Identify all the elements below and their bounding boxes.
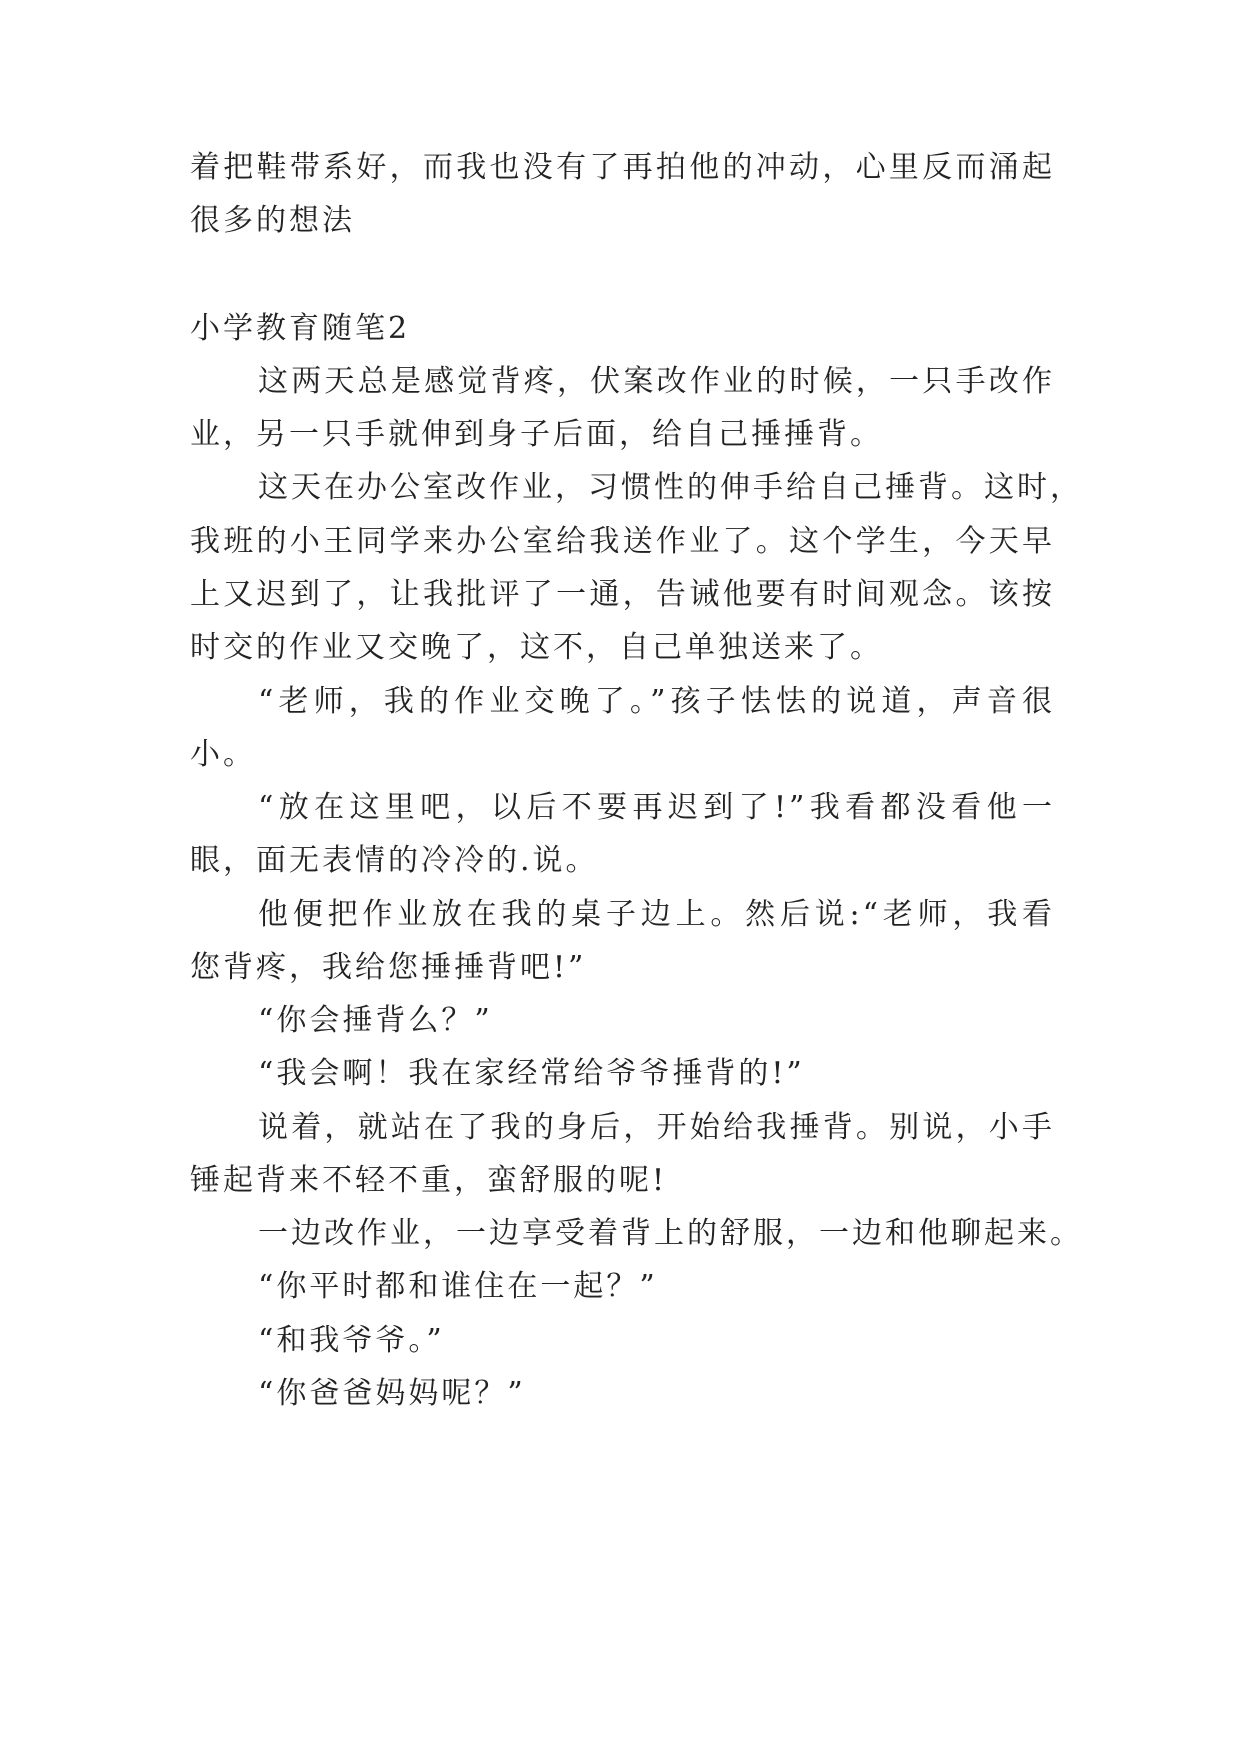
paragraph-line: 小。 [190, 737, 256, 772]
paragraph-line: 他便把作业放在我的桌子边上。然后说:“老师，我看 [258, 897, 1055, 932]
paragraph-line: 您背疼，我给您捶捶背吧!” [190, 950, 587, 985]
paragraph-line: 一边改作业，一边享受着背上的舒服，一边和他聊起来。 [258, 1216, 1083, 1251]
paragraph-line: “你会捶背么？” [258, 1003, 493, 1038]
paragraph-line: 这两天总是感觉背疼，伏案改作业的时候，一只手改作 [258, 364, 1055, 399]
paragraph-line: 说着，就站在了我的身后，开始给我捶背。别说，小手 [258, 1110, 1055, 1145]
paragraph-line: “老师，我的作业交晚了。”孩子怯怯的说道，声音很 [258, 684, 1055, 719]
paragraph-line: 我班的小王同学来办公室给我送作业了。这个学生，今天早 [190, 524, 1055, 559]
paragraph-line: “和我爷爷。” [258, 1323, 445, 1358]
paragraph-line: 时交的作业又交晚了，这不，自己单独送来了。 [190, 630, 883, 665]
paragraph-line: “你平时都和谁住在一起？” [258, 1269, 658, 1304]
paragraph-line: “放在这里吧，以后不要再迟到了!”我看都没看他一 [258, 790, 1055, 825]
paragraph-line: 上又迟到了，让我批评了一通，告诫他要有时间观念。该按 [190, 577, 1055, 612]
paragraph-line: 业，另一只手就伸到身子后面，给自己捶捶背。 [190, 417, 883, 452]
paragraph-line: 很多的想法 [190, 203, 355, 238]
paragraph-line: 锤起背来不轻不重，蛮舒服的呢! [190, 1163, 668, 1198]
paragraph-line: 眼，面无表情的冷冷的.说。 [190, 843, 599, 878]
paragraph-line: 着把鞋带系好，而我也没有了再拍他的冲动，心里反而涌起 [190, 150, 1055, 185]
section-title: 小学教育随笔2 [190, 311, 411, 346]
paragraph-line: “我会啊！我在家经常给爷爷捶背的!” [258, 1056, 805, 1091]
paragraph-line: “你爸爸妈妈呢？” [258, 1376, 526, 1411]
paragraph-line: 这天在办公室改作业，习惯性的伸手给自己捶背。这时， [258, 470, 1083, 505]
